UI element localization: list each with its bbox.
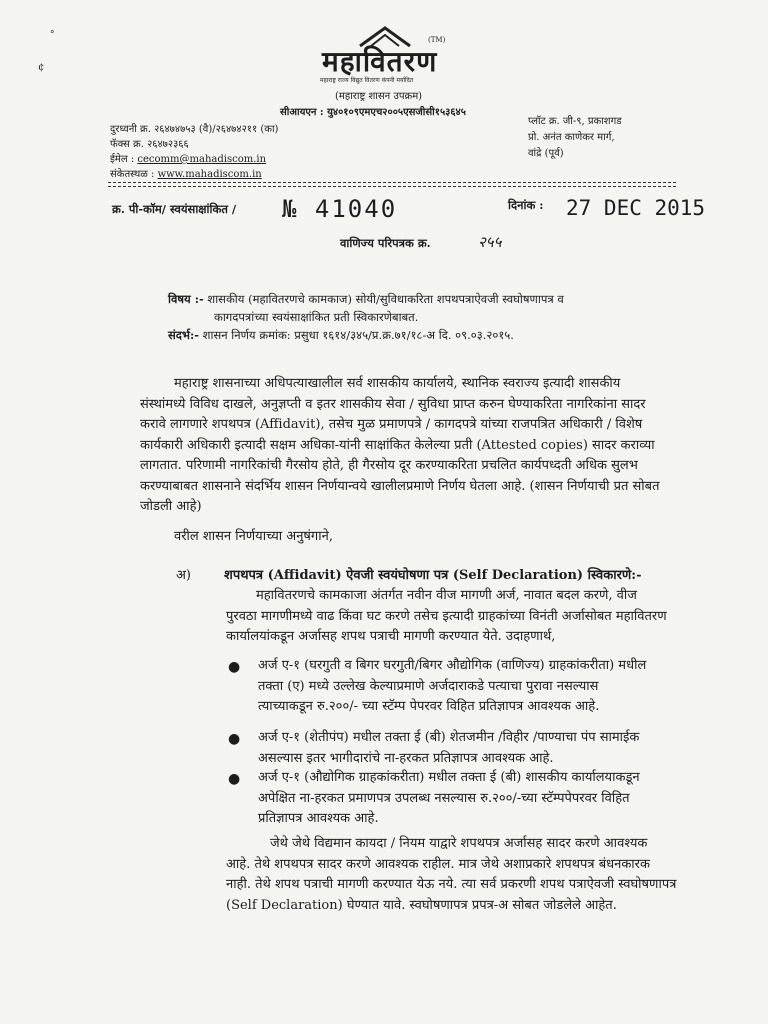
website-label: संकेतस्थळ :: [110, 169, 155, 180]
paragraph-line: कार्यालयांकडून अर्जासह शपथ पत्राची मागणी करण्यात येते. उदाहणार्थ,: [226, 629, 556, 644]
trademark-mark: (TM): [428, 36, 446, 44]
website-line: [110, 167, 278, 182]
phone-number: दुरध्वनी क्र. २६४७४७५३ (वै)/२६४७४२११ (का): [110, 124, 279, 135]
paragraph-final: [226, 834, 696, 916]
website-link[interactable]: www.mahadiscom.in: [157, 169, 262, 180]
address-block: [528, 114, 622, 162]
date-stamp: 27 DEC 2015: [566, 196, 706, 220]
paragraph-line: जेथे जेथे विद्यमान कायदा / नियम याद्वारे शपथपत्र अर्जासह सादर करणे आवश्यक: [270, 836, 648, 851]
state-govt-label: (महाराष्ट्र शासन उपक्रम): [335, 91, 423, 102]
reference-number: № 41040: [282, 195, 398, 223]
fax-number: फॅक्स क्र. २६४७२३६६: [110, 139, 189, 150]
list-item-line: अपेक्षित ना-हरकत प्रमाणपत्र उपलब्ध नसल्यास रु.२००/-च्या स्टॅम्पपेपरवर विहित: [258, 790, 630, 806]
logo-text: महावितरण: [322, 45, 438, 78]
paragraph-line: संस्थांमध्ये विविध दाखले, अनुज्ञप्ती व इतर शासकीय सेवा / सुविधा प्राप्त करुन घेण्याकरिता नागरिकांना सादर: [140, 396, 646, 412]
logo-subtitle: महाराष्ट्र राज्य विद्युत वितरण कंपनी मर्यादित: [320, 77, 414, 84]
bullet-icon: ●: [228, 771, 241, 787]
cin-number: सीआयएन : यु४०१०९एमएच२००५एसजीसी१५३६४५: [280, 107, 466, 118]
paragraph-line: (Self Declaration) घेण्यात यावे. स्वघोषणापत्र प्रपत्र-अ सोबत जोडलेले आहेत.: [226, 897, 617, 913]
list-item: [258, 768, 698, 830]
intro-line: वरील शासन निर्णयाच्या अनुषंगाने,: [174, 529, 333, 544]
email-link[interactable]: cecomm@mahadiscom.in: [137, 154, 267, 165]
reference-text: शासन निर्णय क्रमांक: प्रसुधा १६१४/३४५/प्र.क्र.७१/१८-अ दि. ०९.०३.२०१५.: [202, 328, 514, 342]
list-item: [258, 656, 698, 718]
reference-line: [168, 326, 688, 344]
address-line: प्रो. अनंत काणेकर मार्ग,: [528, 132, 615, 143]
header-divider: [108, 182, 676, 183]
date-label: दिनांक :: [508, 198, 544, 212]
section-marker: अ): [176, 568, 192, 583]
list-item-line: असल्यास इतर भागीदारांचे ना-हरकत प्रतिज्ञापत्र आवश्यक आहे.: [258, 750, 554, 766]
paragraph-line: महावितरणचे कामकाजा अंतर्गत नवीन वीज मागणी अर्ज, नावात बदल करणे, वीज: [256, 588, 637, 603]
paragraph-intro: [140, 374, 680, 518]
punch-mark: °: [50, 30, 55, 40]
paragraph-line: नाही. तेथे शपथ पत्राची मागणी करण्यात येऊ नये. त्या सर्व प्रकरणी शपथ पत्राऐवजी स्वघोषणापत्र: [226, 877, 677, 892]
header-divider: [108, 186, 676, 187]
bullet-icon: ●: [228, 731, 241, 747]
list-item-line: तक्ता (ए) मध्ये उल्लेख केल्याप्रमाणे अर्जदाराकडे पत्याचा पुरावा नसल्यास: [258, 678, 599, 694]
list-item-line: अर्ज ए-१ (औद्योगिक ग्राहकांकरीता) मधील तक्ता ई (बी) शासकीय कार्यालयाकडून: [258, 770, 640, 785]
punch-mark: ¢: [38, 62, 45, 73]
paragraph-line: लागतात. परिणामी नागरिकांची गैरसोय होते, ही गैरसोय दूर करण्याकरिता प्रचलित कार्यपध्दती अधिक सुलभ: [140, 458, 638, 473]
paragraph-line: जोडली आहे): [140, 499, 202, 514]
paragraph-line: कार्यकारी अधिकारी इत्यादी सक्षम अधिका-यांनी साक्षांकित केलेल्या प्रती (Attested copies) सादर कराव्या: [140, 437, 655, 453]
paragraph-line: पुरवठा मागणीमध्ये वाढ किंवा घट करणे तसेच इत्यादी ग्राहकांच्या विनंती अर्जासोबत महावितरण: [226, 608, 667, 624]
address-line: वांद्रे (पूर्व): [528, 148, 564, 159]
reference-label: क्र. पी-कॉम/ स्वयंसाक्षांकित /: [112, 202, 237, 216]
contact-block: [110, 122, 278, 182]
paragraph-line: करावे लागणारे शपथपत्र (Affidavit), तसेच मुळ प्रमाणपत्रे / कागदपत्रे यांच्या राजपत्रित अधिकारी / विशेष: [140, 417, 643, 432]
list-item-line: त्याच्याकडून रु.२००/- च्या स्टॅम्प पेपरवर विहित प्रतिज्ञापत्र आवश्यक आहे.: [258, 699, 600, 714]
email-label: ईमेल :: [110, 154, 135, 165]
section-heading: शपथपत्र (Affidavit) ऐवजी स्वयंघोषणा पत्र (Self Declaration) स्विकारणे:-: [224, 568, 642, 583]
email-line: [110, 152, 278, 167]
list-item-line: प्रतिज्ञापत्र आवश्यक आहे.: [258, 811, 379, 826]
paragraph-line: आहे. तेथे शपथपत्र सादर करणे आवश्यक राहील. मात्र जेथे अशाप्रकारे शपथपत्र बंधनकारक: [226, 856, 650, 872]
subject-text-continued: कागदपत्रांच्या स्वयंसाक्षांकित प्रती स्विकारणेबाबत.: [214, 310, 419, 324]
reference-prefix: संदर्भ:-: [168, 328, 199, 342]
bullet-icon: ●: [228, 659, 241, 675]
circular-number: २५५: [478, 233, 502, 251]
subject-line: [168, 290, 688, 308]
list-item: [258, 728, 698, 769]
circular-label: वाणिज्य परिपत्रक क्र.: [340, 236, 431, 250]
subject-block: [168, 290, 688, 344]
subject-label: विषय :-: [168, 292, 204, 306]
company-logo: [320, 26, 470, 86]
paragraph-line: करण्याबाबत शासनाने संदर्भिय शासन निर्णयान्वये खालीलप्रमाणे निर्णय घेतला आहे. (शासन निर्णयाची प्रत सोबत: [140, 478, 660, 494]
paragraph-line: महाराष्ट्र शासनाच्या अधिपत्याखालील सर्व शासकीय कार्यालये, स्थानिक स्वराज्य इत्यादी शासकीय: [174, 376, 621, 391]
address-line: प्लॉट क्र. जी-९, प्रकाशगड: [528, 116, 622, 127]
list-item-line: अर्ज ए-१ (घरगुती व बिगर घरगुती/बिगर औद्योगिक (वाणिज्य) ग्राहकांकरीता) मधील: [258, 658, 647, 673]
section-paragraph: [226, 586, 696, 648]
subject-text: शासकीय (महावितरणचे कामकाज) सोयी/सुविधाकरिता शपथपत्राऐवजी स्वघोषणापत्र व: [207, 292, 564, 306]
list-item-line: अर्ज ए-१ (शेतीपंप) मधील तक्ता ई (बी) शेतजमीन /विहीर /पाण्याचा पंप सामाईक: [258, 730, 640, 745]
